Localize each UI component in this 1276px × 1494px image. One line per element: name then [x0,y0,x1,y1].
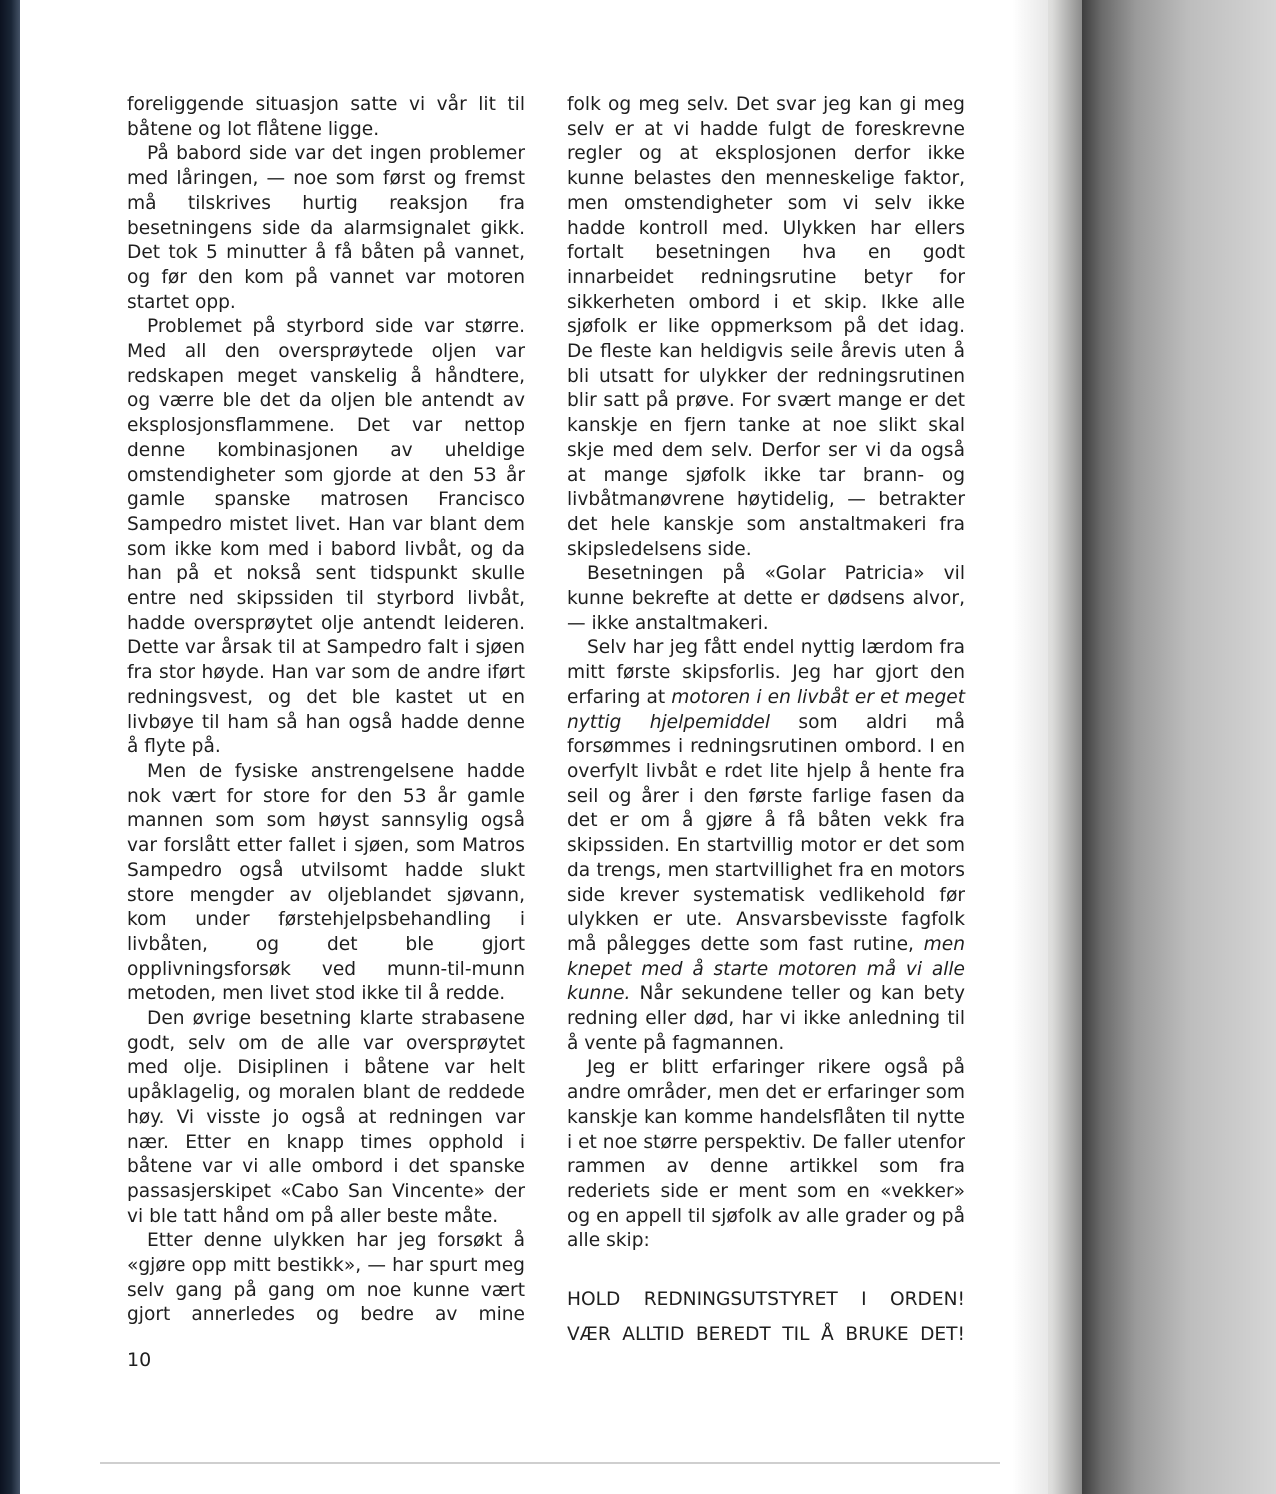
paragraph: Jeg er blitt erfaringer rikere også på andre områder, men det er erfaringer som kanskje kan komme handelsflåten til nytte i et noe større perspektiv. De faller utenfor rammen av denne artikkel som fra rederiets side er ment som en «vekker» og en appell til sjøfolk av alle grader og på alle skip: [567,1057,965,1252]
paragraph: Den øvrige besetning klarte strabasene godt, selv om de alle var oversprøytet med olje. Disiplinen i båtene var helt upåklagelig, og moralen blant de reddede høy. Vi visste jo også at redningen var nær. Etter en knapp times opphold i båtene var vi alle ombord i det spanske passasjerskipet «Cabo San Vincente» der vi ble tatt hånd om på aller beste måte. [127,1008,525,1227]
binding-gutter [1082,0,1276,1494]
slogan: HOLD REDNINGSUTSTYRET I ORDEN! [567,1289,965,1311]
paragraph: Besetningen på «Golar Patricia» vil kunne bekrefte at dette er dødsens alvor, — ikke anstaltmakeri. [567,563,965,634]
paragraph: folk og meg selv. Det svar jeg kan gi meg selv er at vi hadde fulgt de foreskrevne regler og at eksplosjonen derfor ikke kunne belastes den menneskelige faktor, men omstendigheter som vi selv ikke hadde kontroll med. Ulykken har ellers fortalt besetningen hva en godt innarbeidet redningsrutine betyr for sikkerheten ombord i et skip. Ikke alle sjøfolk er like oppmerksom på det idag. De fleste kan heldigvis seile årevis uten å bli utsatt for ulykker der redningsrutinen blir satt på prøve. For svært mange er det kanskje en fjern tanke at noe slikt skal skje med dem selv. Derfor ser vi da også at mange sjøfolk ikke tar brann- og livbåtmanøvrene høytidelig, — betrakter det hele kanskje som anstaltmakeri fra skipsledelsens side. [567,94,965,560]
paragraph [567,636,965,1056]
italic-text: men knepet med å starte motoren må vi alle kunne. [567,933,965,1005]
paragraph: Men de fysiske anstrengelsene hadde nok vært for store for den 53 år gamle mannen som som høyst sannsylig også var forslått etter fallet i sjøen, som Matros Sampedro også utvilsomt hadde slukt store mengder av oljeblandet sjøvann, kom under førstehjelpsbehandling i livbåten, og det ble gjort opplivningsforsøk ved munn-til-munn metoden, men livet stod ikke til å redde. [127,760,525,1005]
page-number: 10 [127,1349,152,1371]
paragraph: Etter denne ulykken har jeg forsøkt å «gjøre opp mitt bestikk», — har spurt meg selv gang på gang om noe kunne vært gjort annerledes og bedre av mine [127,1230,525,1326]
italic-text: motoren i en livbåt er et meget nyttig hjelpemiddel [567,686,965,733]
scan-edge-line [100,1462,1000,1464]
paragraph: Problemet på styrbord side var større. Med all den oversprøytede oljen var redskapen meget vanskelig å håndtere, og værre ble det da oljen ble antendt av eksplosjonsflammene. Det var nettop denne kombinasjonen av uheldige omstendigheter som gjorde at den 53 år gamle spanske matrosen Francisco Sampedro mistet livet. Han var blant dem som ikke kom med i babord livbåt, og da han på et nokså sent tidspunkt skulle entre ned skipssiden til styrbord livbåt, hadde oversprøytet olje antendt leideren. Dette var årsak til at Sampedro falt i sjøen fra stor høyde. Han var som de andre iført redningsvest, og det ble kastet ut en livbøye til ham så han også hadde denne å flyte på. [127,316,525,758]
text-run: Når sekundene teller og kan bety redning eller død, har vi ikke anledning til å vente på fagmannen. [567,983,965,1054]
binding-shadow [1012,0,1092,1494]
paragraph: foreliggende situasjon satte vi vår lit til båtene og lot flåtene ligge. [127,94,525,140]
slogan: VÆR ALLTID BEREDT TIL Å BRUKE DET! [567,1323,965,1345]
paragraph: På babord side var det ingen problemer med låringen, — noe som først og fremst må tilskrives hurtig reaksjon fra besetningens side da alarmsignalet gikk. Det tok 5 minutter å få båten på vannet, og før den kom på vannet var motoren startet opp. [127,143,525,313]
left-column [127,93,525,1328]
left-dark-edge [0,0,20,1494]
text-run: som aldri må forsømmes i redningsrutinen ombord. I en overfylt livbåt e rdet lite hjelp å hente fra seil og årer i den første farlige fasen da det er om å gjøre å få båten vekk fra skipssiden. En startvillig motor er det som da trengs, men startvillighet fra en motors side krever systematisk vedlikehold før ulykken er ute. Ansvarsbevisste fagfolk må pålegges dette som fast rutine, [567,711,965,955]
text-run: Selv har jeg fått endel nyttig lærdom fra mitt første skipsforlis. Jeg har gjort den erfaring at [567,637,965,708]
right-column [567,93,965,1347]
